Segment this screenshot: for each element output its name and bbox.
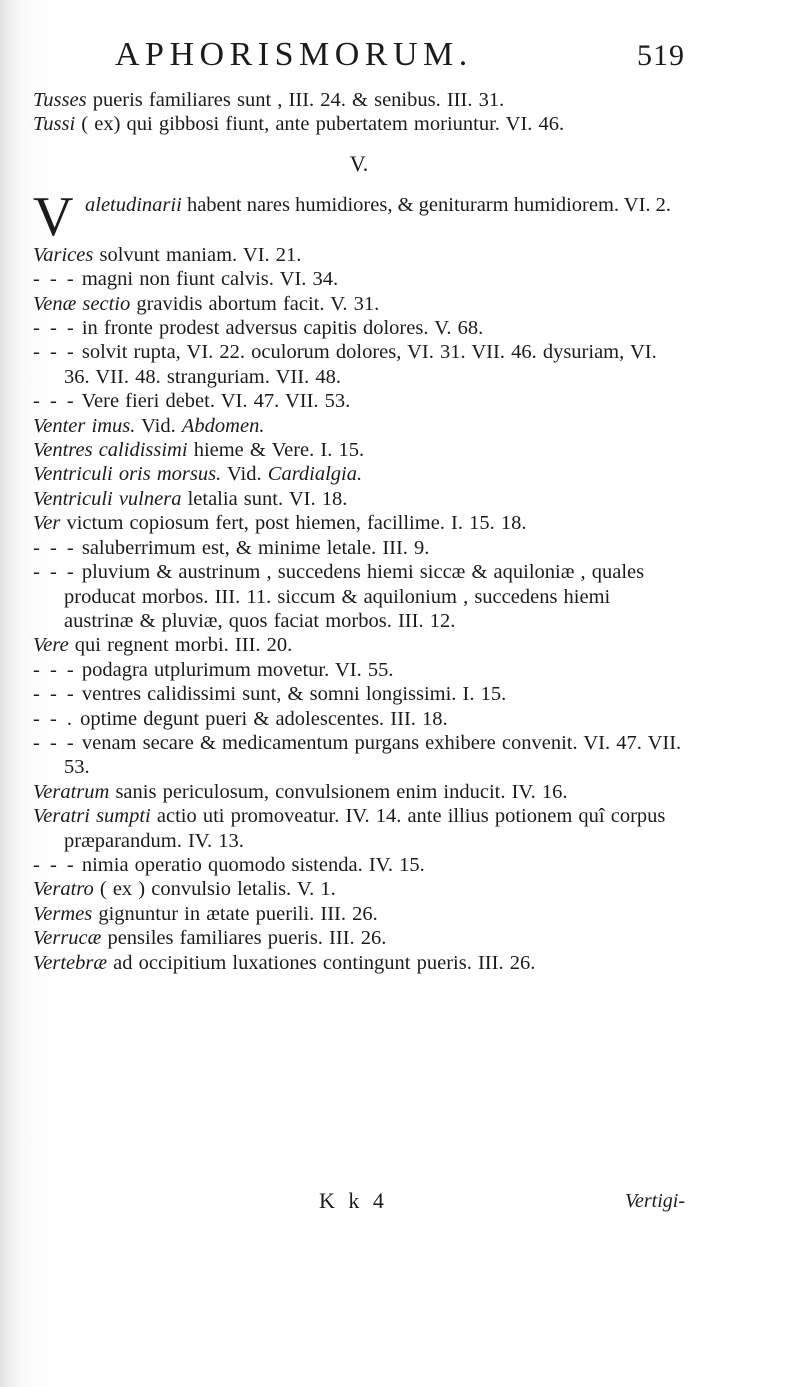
- index-entry: [33, 112, 685, 136]
- index-entry: [33, 731, 685, 780]
- entry-text: gignuntur in ætate puerili. III. 26.: [92, 902, 378, 925]
- signature-mark: K k 4: [319, 1188, 388, 1213]
- entry-key: Ventriculi oris morsus.: [33, 463, 222, 486]
- index-entry: [33, 902, 685, 926]
- entry-key: Ver: [33, 512, 61, 535]
- entry-text: sanis periculosum, convulsionem enim inducit. IV. 16.: [109, 780, 568, 803]
- entry-text: saluberrimum est, & minime letale. III. 9.: [75, 536, 430, 559]
- index-entry-dropcap: [33, 185, 685, 248]
- entry-text: Vid.: [135, 414, 182, 437]
- ditto-dashes: - - -: [33, 390, 76, 413]
- index-entry: [33, 340, 685, 389]
- index-entry: [33, 438, 685, 462]
- entry-text: pueris familiares sunt , III. 24. & senibus. III. 31.: [86, 89, 505, 111]
- entry-key: Ventres calidissimi: [33, 439, 188, 462]
- index-entry: [33, 560, 685, 633]
- index-entry: [33, 633, 685, 657]
- entry-key: Veratrum: [33, 780, 110, 803]
- index-entry: [33, 267, 685, 291]
- index-entry: [33, 658, 685, 682]
- index-entry: [33, 511, 685, 535]
- entry-text: victum copiosum fert, post hiemen, facillime. I. 15. 18.: [60, 512, 527, 535]
- entry-key: Venæ sectio: [33, 292, 131, 315]
- entry-key: Venter imus.: [33, 414, 136, 437]
- index-entry: [33, 926, 685, 950]
- index-entry: [33, 292, 685, 316]
- entry-text: ( ex ) convulsio letalis. V. 1.: [93, 878, 336, 901]
- index-entry: [33, 853, 685, 877]
- ditto-dashes: - - -: [33, 561, 76, 584]
- entry-text: pensiles familiares pueris. III. 26.: [101, 927, 387, 950]
- index-entry: [33, 877, 685, 901]
- index-entry: [33, 88, 685, 112]
- ditto-dashes: - - .: [33, 707, 75, 730]
- entry-key: Varices: [33, 243, 94, 266]
- index-entry: [33, 316, 685, 340]
- entry-text: actio uti promoveatur. IV. 14. ante illius potionem quî corpus præparandum. IV. 13.: [64, 805, 666, 852]
- cross-reference: Cardialgia.: [267, 463, 363, 486]
- page-number: 519: [637, 39, 685, 72]
- index-entry: [33, 536, 685, 560]
- entry-key: Tusses: [33, 89, 87, 111]
- entry-text: solvit rupta, VI. 22. oculorum dolores, VI. 31. VII. 46. dysuriam, VI. 36. VII. 48. stranguriam. VII. 48.: [64, 341, 657, 388]
- index-entry: [33, 462, 685, 486]
- entry-text: solvunt maniam. VI. 21.: [93, 243, 302, 266]
- entry-text: venam secare & medicamentum purgans exhibere convenit. VI. 47. VII. 53.: [64, 731, 682, 779]
- index-body: [33, 88, 685, 975]
- entry-text: Vere fieri debet. VI. 47. VII. 53.: [75, 390, 351, 413]
- cross-reference: Abdomen.: [181, 414, 265, 437]
- entry-text: in fronte prodest adversus capitis dolores. V. 68.: [75, 317, 484, 340]
- entry-list: [33, 243, 685, 975]
- entry-key: aletudinarii: [85, 193, 182, 216]
- entry-key: Vere: [33, 634, 69, 657]
- entry-text: habent nares humidiores, & geniturarm humidiorem. VI. 2.: [181, 193, 672, 216]
- ditto-dashes: - - -: [33, 658, 76, 681]
- entry-text: nimia operatio quomodo sistenda. IV. 15.: [75, 853, 425, 876]
- ditto-dashes: - - -: [33, 731, 76, 754]
- entry-text: Vid.: [221, 463, 268, 486]
- index-entry: [33, 243, 685, 267]
- drop-cap-initial: V: [33, 185, 74, 248]
- index-entry: [33, 804, 685, 853]
- index-entry: [33, 707, 685, 731]
- entry-key: Veratro: [33, 878, 94, 901]
- entry-text: letalia sunt. VI. 18.: [181, 487, 348, 510]
- entry-text: podagra utplurimum movetur. VI. 55.: [75, 658, 394, 681]
- entry-key: Veratri sumpti: [33, 805, 151, 828]
- entry-key: Ventriculi vulnera: [33, 487, 182, 510]
- entry-key: Tussi: [33, 113, 76, 136]
- index-entry: [33, 951, 685, 975]
- entry-key: Vertebræ: [33, 951, 108, 974]
- ditto-dashes: - - -: [33, 341, 76, 364]
- catchword: Vertigi-: [625, 1190, 685, 1212]
- index-entry: [33, 682, 685, 706]
- entry-text: ad occipitium luxationes contingunt pueris. III. 26.: [107, 951, 536, 974]
- entry-text: ( ex) qui gibbosi fiunt, ante pubertatem moriuntur. VI. 46.: [75, 113, 565, 136]
- ditto-dashes: - - -: [33, 536, 76, 559]
- ditto-dashes: - - -: [33, 317, 76, 340]
- index-entry: [33, 487, 685, 511]
- ditto-dashes: - - -: [33, 268, 76, 291]
- entry-text: pluvium & austrinum , succedens hiemi siccæ & aquiloniæ , quales producat morbos. III. 11. siccum & aquilonium , succedens hiemi austrinæ & pluviæ, quos faciat morbos. III. 12.: [64, 561, 645, 632]
- entry-text: hieme & Vere. I. 15.: [187, 439, 365, 462]
- running-title: APHORISMORUM.: [115, 36, 473, 73]
- page-footer: [33, 1183, 685, 1223]
- index-entry: [33, 780, 685, 804]
- ditto-dashes: - - -: [33, 683, 76, 706]
- entry-text: magni non fiunt calvis. VI. 34.: [75, 268, 339, 291]
- entry-text: ventres calidissimi sunt, & somni longissimi. I. 15.: [75, 683, 507, 706]
- entry-text: qui regnent morbi. III. 20.: [68, 634, 293, 657]
- entry-text: optime degunt pueri & adolescentes. III. 18.: [74, 707, 448, 730]
- index-entry: [33, 414, 685, 438]
- entry-text: gravidis abortum facit. V. 31.: [130, 292, 380, 315]
- entry-key: Vermes: [33, 902, 93, 925]
- entry-key: Verrucæ: [33, 927, 102, 950]
- index-entry: [33, 389, 685, 413]
- section-heading: V.: [349, 150, 369, 176]
- page-header: [115, 30, 685, 80]
- ditto-dashes: - - -: [33, 853, 76, 876]
